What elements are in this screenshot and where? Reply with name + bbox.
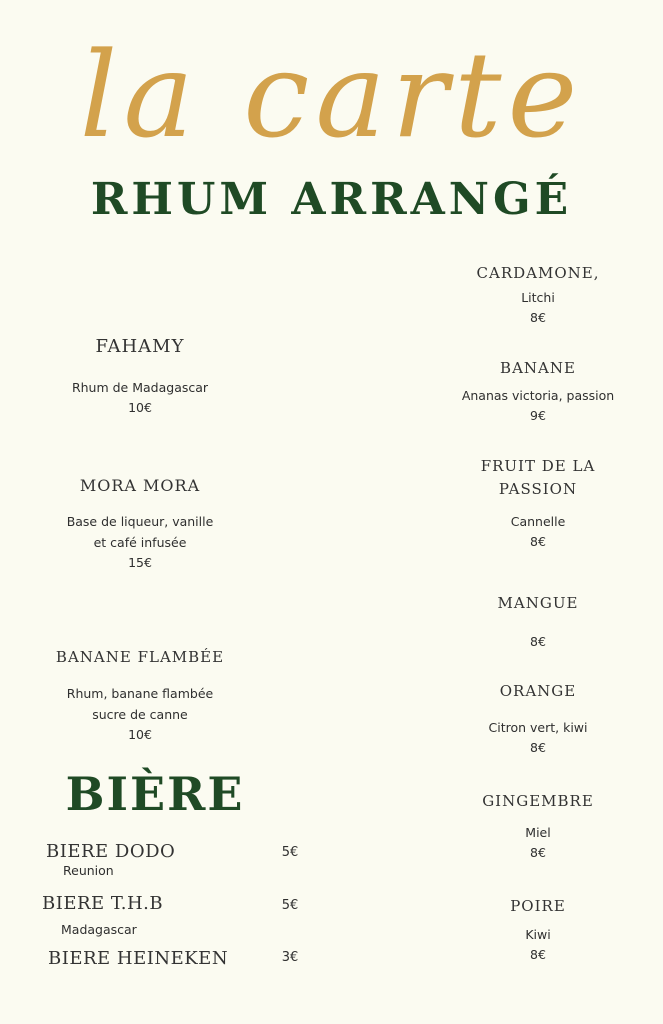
item-price-fruit-de-la-passion: 8€: [530, 534, 546, 549]
script-title-la-carte: la carte: [79, 26, 584, 164]
item-desc-banane-flambee-2: sucre de canne: [92, 707, 188, 722]
item-name-mangue: MANGUE: [497, 594, 579, 612]
item-desc-banane-flambee-1: Rhum, banane flambée: [66, 686, 214, 701]
item-price-mora-mora: 15€: [128, 555, 152, 570]
item-name-gingembre: GINGEMBRE: [482, 792, 594, 810]
item-desc-fahamy: Rhum de Madagascar: [71, 380, 209, 395]
beer-name-thb: BIERE T.H.B: [42, 893, 164, 914]
item-name-fruit-de-la-passion-2: PASSION: [498, 480, 578, 498]
beer-origin-dodo: Reunion: [63, 863, 114, 878]
item-desc-cardamone: Litchi: [521, 290, 555, 305]
item-name-banane-flambee: BANANE FLAMBÉE: [55, 648, 225, 666]
item-price-poire: 8€: [530, 947, 546, 962]
item-name-banane: BANANE: [500, 359, 576, 377]
item-desc-orange: Citron vert, kiwi: [488, 720, 588, 735]
item-name-mora-mora: MORA MORA: [79, 476, 201, 495]
item-price-cardamone: 8€: [530, 310, 546, 325]
item-name-fruit-de-la-passion-1: FRUIT DE LA: [480, 457, 596, 475]
beer-name-dodo: BIERE DODO: [46, 841, 176, 862]
item-desc-banane: Ananas victoria, passion: [461, 388, 615, 403]
beer-name-heineken: BIERE HEINEKEN: [48, 948, 229, 969]
item-name-poire: POIRE: [510, 897, 566, 915]
beer-price-heineken: 3€: [281, 950, 299, 965]
item-price-gingembre: 8€: [530, 845, 546, 860]
section-title-rhum-arrange: RHUM ARRANGÉ: [90, 174, 573, 225]
item-name-orange: ORANGE: [499, 682, 577, 700]
item-price-banane: 9€: [530, 408, 546, 423]
item-price-banane-flambee: 10€: [128, 727, 152, 742]
item-desc-poire: Kiwi: [525, 927, 551, 942]
item-name-fahamy: FAHAMY: [95, 336, 185, 357]
item-price-orange: 8€: [530, 740, 546, 755]
item-desc-fruit-de-la-passion: Cannelle: [510, 514, 566, 529]
item-price-fahamy: 10€: [128, 400, 152, 415]
item-desc-mora-mora-1: Base de liqueur, vanille: [66, 514, 214, 529]
beer-origin-thb: Madagascar: [61, 922, 137, 937]
item-price-mangue: 8€: [530, 634, 546, 649]
item-desc-mora-mora-2: et café infusée: [93, 535, 187, 550]
beer-price-dodo: 5€: [281, 845, 299, 860]
section-title-biere: BIÈRE: [65, 767, 245, 821]
item-desc-gingembre: Miel: [525, 825, 551, 840]
beer-price-thb: 5€: [281, 898, 299, 913]
item-name-cardamone: CARDAMONE,: [476, 264, 600, 282]
